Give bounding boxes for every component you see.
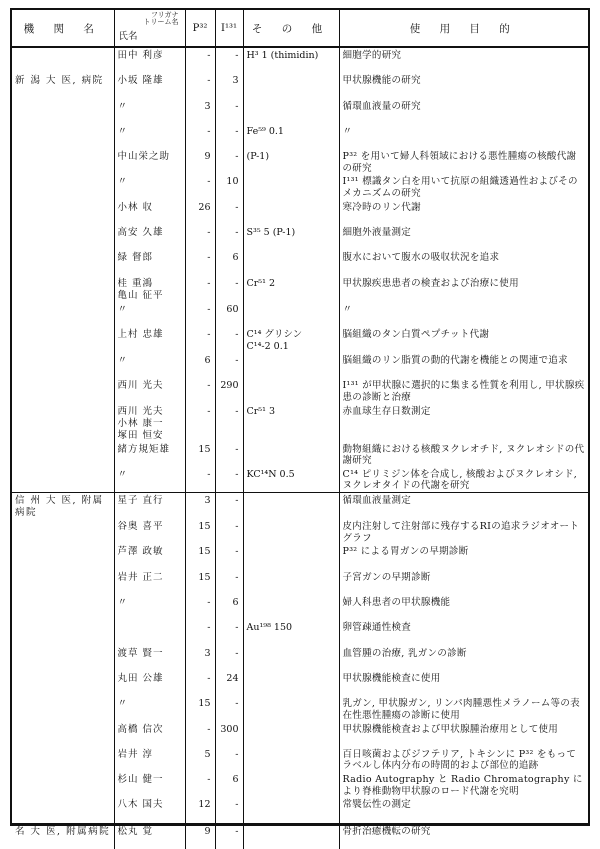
i131-amount-cell: -: [215, 696, 243, 721]
header-name-furigana: フリガナ トリーム名: [143, 11, 179, 26]
p32-amount-cell: -: [185, 722, 215, 747]
other-isotope-cell: [243, 250, 339, 275]
institution-cell: [12, 696, 114, 721]
p32-amount-cell: -: [185, 671, 215, 696]
researcher-name-cell: 小林 収: [114, 200, 185, 225]
other-isotope-cell: Cr⁵¹ 3: [243, 404, 339, 442]
other-isotope-cell: [243, 722, 339, 747]
i131-amount-cell: -: [215, 544, 243, 569]
table-row: [12, 404, 588, 442]
i131-amount-cell: -: [215, 646, 243, 671]
other-isotope-cell: H³ 1 (thimidin): [243, 47, 339, 73]
institution-cell: [12, 200, 114, 225]
institution-cell: [12, 797, 114, 823]
institution-cell: [12, 772, 114, 797]
other-isotope-cell: [243, 442, 339, 467]
p32-amount-cell: 3: [185, 493, 215, 520]
researcher-name-cell: 西川 光夫 小林 康一 塚田 恒安: [114, 404, 185, 442]
purpose-cell: 婦人科患者の甲状腺機能: [342, 597, 451, 609]
researcher-name-cell: 〃: [114, 467, 185, 493]
i131-amount-cell: -: [215, 404, 243, 442]
table-row: [12, 493, 588, 520]
table-row: [12, 696, 588, 721]
purpose-cell: 甲状腺機能検査に使用: [342, 672, 441, 684]
i131-amount-cell: -: [215, 570, 243, 595]
institution-cell: [12, 149, 114, 174]
p32-amount-cell: 9: [185, 823, 215, 849]
researcher-name-cell: 中山栄之助: [114, 149, 185, 174]
i131-amount-cell: -: [215, 747, 243, 772]
researcher-name-cell: 〃: [114, 124, 185, 149]
p32-amount-cell: -: [185, 174, 215, 199]
i131-amount-cell: -: [215, 442, 243, 467]
table-row: [12, 276, 588, 302]
institution-cell: [12, 276, 114, 302]
p32-amount-cell: 15: [185, 519, 215, 544]
institution-cell: [12, 124, 114, 149]
i131-amount-cell: -: [215, 225, 243, 250]
i131-amount-cell: 60: [215, 302, 243, 327]
institution-cell: [12, 544, 114, 569]
table-body: [12, 47, 588, 849]
institution-cell: [12, 620, 114, 645]
p32-amount-cell: -: [185, 378, 215, 403]
header-institution: 機 関 名: [12, 10, 114, 47]
p32-amount-cell: 15: [185, 570, 215, 595]
researcher-name-cell: 〃: [114, 302, 185, 327]
p32-amount-cell: -: [185, 620, 215, 645]
other-isotope-cell: [243, 99, 339, 124]
researcher-name-cell: 〃: [114, 595, 185, 620]
institution-cell: [12, 174, 114, 199]
institution-cell: [12, 722, 114, 747]
purpose-cell: 循環血液量の研究: [342, 100, 421, 112]
i131-amount-cell: -: [215, 353, 243, 378]
institution-cell: [12, 467, 114, 493]
institution-cell: [12, 250, 114, 275]
table-row: [12, 47, 588, 73]
institution-cell: [12, 47, 114, 73]
institution-cell: [12, 404, 114, 442]
p32-amount-cell: -: [185, 73, 215, 98]
other-isotope-cell: [243, 797, 339, 823]
purpose-cell: P³² を用いて婦人科領域における悪性腫瘍の核酸代謝の研究: [342, 151, 577, 174]
p32-amount-cell: -: [185, 404, 215, 442]
table-row: [12, 302, 588, 327]
researcher-name-cell: 桂 重鴻 亀山 征平: [114, 276, 185, 302]
table-row: [12, 378, 588, 403]
i131-amount-cell: 6: [215, 772, 243, 797]
p32-amount-cell: -: [185, 47, 215, 73]
other-isotope-cell: KC¹⁴N 0.5: [243, 467, 339, 493]
researcher-name-cell: 緑 督郎: [114, 250, 185, 275]
header-p32: P³²: [185, 10, 215, 47]
purpose-cell: 子宮ガンの早期診断: [342, 571, 431, 583]
other-isotope-cell: [243, 73, 339, 98]
table-row: [12, 595, 588, 620]
researcher-name-cell: 岩井 淳: [114, 747, 185, 772]
other-isotope-cell: [243, 493, 339, 520]
i131-amount-cell: -: [215, 47, 243, 73]
p32-amount-cell: 12: [185, 797, 215, 823]
table-header-row: [12, 10, 588, 47]
table-row: [12, 646, 588, 671]
purpose-cell: 脳組織のリン脂質の動的代謝を機能との関連で追求: [342, 354, 568, 366]
radioisotope-usage-table-page: [10, 8, 590, 837]
header-name-label: 氏名: [118, 31, 138, 42]
purpose-cell: 卵管疎通性検査: [342, 622, 412, 634]
i131-amount-cell: -: [215, 519, 243, 544]
institution-cell: [12, 378, 114, 403]
purpose-cell: 皮内注射して注射部に残存するRIの追求ラジオオートグラフ: [342, 521, 580, 544]
purpose-cell: 〃: [342, 303, 353, 315]
i131-amount-cell: -: [215, 99, 243, 124]
other-isotope-cell: [243, 200, 339, 225]
i131-amount-cell: 6: [215, 595, 243, 620]
p32-amount-cell: -: [185, 276, 215, 302]
i131-amount-cell: 10: [215, 174, 243, 199]
researcher-name-cell: 丸田 公雄: [114, 671, 185, 696]
i131-amount-cell: -: [215, 493, 243, 520]
institution-cell: [12, 302, 114, 327]
i131-amount-cell: -: [215, 327, 243, 353]
table-row: [12, 99, 588, 124]
i131-amount-cell: -: [215, 124, 243, 149]
researcher-name-cell: 〃: [114, 696, 185, 721]
table-row: [12, 544, 588, 569]
purpose-cell: 骨折治癒機転の研究: [339, 823, 588, 849]
purpose-cell: 寒冷時のリン代謝: [342, 201, 421, 213]
p32-amount-cell: 5: [185, 747, 215, 772]
table-row: [12, 570, 588, 595]
header-name: [114, 10, 185, 47]
i131-amount-cell: -: [215, 200, 243, 225]
purpose-cell: 甲状腺機能の研究: [342, 75, 421, 87]
table-row: [12, 353, 588, 378]
table-row: [12, 772, 588, 797]
researcher-name-cell: 緒方規矩雄: [114, 442, 185, 467]
institution-cell: 名 大 医, 附属病院: [12, 823, 114, 849]
table-row: [12, 467, 588, 493]
purpose-cell: 甲状腺機能検査および甲状腺腫治療用として使用: [342, 723, 559, 735]
purpose-cell: P³² による胃ガンの早期診断: [342, 546, 469, 558]
other-isotope-cell: [243, 174, 339, 199]
table-row: [12, 149, 588, 174]
researcher-name-cell: 星子 直行: [114, 493, 185, 520]
purpose-cell: C¹⁴ ピリミジン体を合成し, 核酸およびヌクレオシド, ヌクレオタイドの代謝を研究: [342, 468, 578, 492]
researcher-name-cell: 八木 国夫: [114, 797, 185, 823]
purpose-cell: 〃: [342, 125, 353, 137]
researcher-name-cell: 岩井 正二: [114, 570, 185, 595]
researcher-name-cell: 高橋 信次: [114, 722, 185, 747]
other-isotope-cell: Au¹⁹⁸ 150: [243, 620, 339, 645]
institution-cell: [12, 595, 114, 620]
researcher-name-cell: 松丸 覚: [114, 823, 185, 849]
p32-amount-cell: 15: [185, 544, 215, 569]
table-row: [12, 250, 588, 275]
researcher-name-cell: 田中 利彦: [114, 47, 185, 73]
p32-amount-cell: 26: [185, 200, 215, 225]
i131-amount-cell: -: [215, 149, 243, 174]
i131-amount-cell: 290: [215, 378, 243, 403]
institution-cell: 信 州 大 医, 附属 病院: [12, 493, 114, 520]
table-row: [12, 327, 588, 353]
i131-amount-cell: -: [215, 467, 243, 493]
other-isotope-cell: [243, 519, 339, 544]
header-other: そ の 他: [243, 10, 339, 47]
researcher-name-cell: 谷奥 喜平: [114, 519, 185, 544]
i131-amount-cell: -: [215, 620, 243, 645]
table-row: [12, 747, 588, 772]
p32-amount-cell: -: [185, 772, 215, 797]
p32-amount-cell: -: [185, 250, 215, 275]
i131-amount-cell: -: [215, 797, 243, 823]
researcher-name-cell: 杉山 健一: [114, 772, 185, 797]
purpose-cell: 血管腫の治療, 乳ガンの診断: [342, 647, 467, 659]
researcher-name-cell: 小坂 隆雄: [114, 73, 185, 98]
table-row: [12, 671, 588, 696]
i131-amount-cell: 6: [215, 250, 243, 275]
purpose-cell: Radio Autography と Radio Chromatography により脊椎動物甲状腺のロード代謝を究明: [342, 774, 583, 797]
institution-cell: [12, 442, 114, 467]
purpose-cell: 百日咳菌およびジフテリア, トキシンに P³² をもってラベルし体内分布の時間的および部位的追跡: [342, 748, 577, 772]
i131-amount-cell: 300: [215, 722, 243, 747]
researcher-name-cell: 〃: [114, 99, 185, 124]
researcher-name-cell: 〃: [114, 174, 185, 199]
other-isotope-cell: Cr⁵¹ 2: [243, 276, 339, 302]
i131-amount-cell: 3: [215, 73, 243, 98]
p32-amount-cell: -: [185, 225, 215, 250]
researcher-name-cell: 芦澤 政敏: [114, 544, 185, 569]
institution-cell: [12, 327, 114, 353]
purpose-cell: 循環血液量測定: [339, 493, 588, 520]
institution-cell: 新 潟 大 医, 病院: [12, 73, 114, 98]
institution-cell: [12, 225, 114, 250]
institution-cell: [12, 671, 114, 696]
other-isotope-cell: [243, 671, 339, 696]
p32-amount-cell: -: [185, 327, 215, 353]
i131-amount-cell: -: [215, 823, 243, 849]
purpose-cell: 細胞外液量測定: [342, 227, 412, 239]
researcher-name-cell: 高安 久雄: [114, 225, 185, 250]
p32-amount-cell: 9: [185, 149, 215, 174]
other-isotope-cell: [243, 378, 339, 403]
other-isotope-cell: (P-1): [243, 149, 339, 174]
other-isotope-cell: [243, 302, 339, 327]
table-row: [12, 519, 588, 544]
other-isotope-cell: [243, 823, 339, 849]
purpose-cell: 甲状腺疾患患者の検査および治療に使用: [342, 277, 519, 289]
purpose-cell: I¹³¹ 標識タン白を用いて抗原の組織透過性およびそのメカニズムの研究: [342, 176, 578, 200]
p32-amount-cell: 6: [185, 353, 215, 378]
i131-amount-cell: 24: [215, 671, 243, 696]
researcher-name-cell: [114, 620, 185, 645]
table-row: [12, 73, 588, 98]
p32-amount-cell: 15: [185, 696, 215, 721]
i131-amount-cell: -: [215, 276, 243, 302]
researcher-name-cell: 渡草 賢一: [114, 646, 185, 671]
purpose-cell: 常襞伝性の測定: [342, 799, 412, 811]
p32-amount-cell: -: [185, 124, 215, 149]
table-row: [12, 620, 588, 645]
other-isotope-cell: [243, 772, 339, 797]
p32-amount-cell: -: [185, 467, 215, 493]
other-isotope-cell: [243, 696, 339, 721]
institution-cell: [12, 519, 114, 544]
table-row: [12, 174, 588, 199]
researcher-name-cell: 〃: [114, 353, 185, 378]
other-isotope-cell: C¹⁴ グリシン C¹⁴-2 0.1: [243, 327, 339, 353]
p32-amount-cell: 3: [185, 99, 215, 124]
other-isotope-cell: Fe⁵⁹ 0.1: [243, 124, 339, 149]
researcher-name-cell: 西川 光夫: [114, 378, 185, 403]
purpose-cell: I¹³¹ が甲状腺に選択的に集まる性質を利用し, 甲状腺疾患の診断と治療: [342, 380, 585, 403]
other-isotope-cell: [243, 595, 339, 620]
purpose-cell: 赤血球生存日数測定: [342, 405, 431, 417]
usage-table: [12, 10, 588, 849]
purpose-cell: 細胞学的研究: [342, 50, 402, 61]
other-isotope-cell: [243, 570, 339, 595]
p32-amount-cell: 15: [185, 442, 215, 467]
purpose-cell: 動物組織における核酸ヌクレオチド, ヌクレオシドの代謝研究: [342, 443, 585, 467]
purpose-cell: 脳組織のタン白質ペプチット代謝: [342, 328, 490, 340]
other-isotope-cell: S³⁵ 5 (P-1): [243, 225, 339, 250]
table-row: [12, 225, 588, 250]
other-isotope-cell: [243, 747, 339, 772]
other-isotope-cell: [243, 544, 339, 569]
table-row: [12, 797, 588, 823]
p32-amount-cell: 3: [185, 646, 215, 671]
institution-cell: [12, 570, 114, 595]
other-isotope-cell: [243, 646, 339, 671]
purpose-cell: 乳ガン, 甲状腺ガン, リンパ肉腫悪性メラノーム等の表在性悪性腫瘍の診断に使用: [342, 698, 580, 721]
researcher-name-cell: 上村 忠雄: [114, 327, 185, 353]
p32-amount-cell: -: [185, 302, 215, 327]
table-row: [12, 823, 588, 849]
header-i131: I¹³¹: [215, 10, 243, 47]
table-row: [12, 722, 588, 747]
institution-cell: [12, 353, 114, 378]
table-row: [12, 442, 588, 467]
institution-cell: [12, 99, 114, 124]
institution-cell: [12, 646, 114, 671]
header-purpose: 使 用 目 的: [339, 10, 588, 47]
purpose-cell: 腹水において腹水の吸収状況を追求: [342, 252, 500, 264]
p32-amount-cell: -: [185, 595, 215, 620]
table-row: [12, 124, 588, 149]
table-row: [12, 200, 588, 225]
other-isotope-cell: [243, 353, 339, 378]
institution-cell: [12, 747, 114, 772]
